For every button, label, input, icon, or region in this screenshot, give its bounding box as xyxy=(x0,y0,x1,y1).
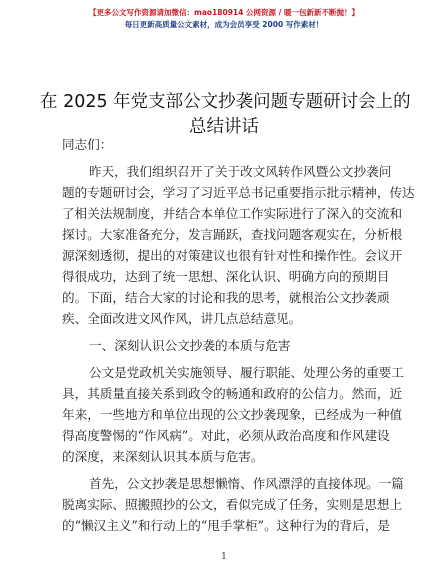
paragraph-line: 首先，公文抄袭是思想懒惰、作风漂浮的直接体现。一篇 xyxy=(89,476,404,491)
paragraph-line: 的。下面，结合大家的讨论和我的思考，就根治公文抄袭顽 xyxy=(62,290,390,305)
paragraph-line: 疾、全面改进文风作风，讲几点总结意见。 xyxy=(62,311,302,326)
paragraph-line: 了相关法规制度，并结合本单位工作实际进行了深入的交流和 xyxy=(62,206,403,221)
paragraph-line: 的“懒汉主义”和行动上的“甩手掌柜”。这种行为的背后，是 xyxy=(62,518,391,533)
title-line-2: 总结讲话 xyxy=(189,117,259,137)
section-heading-text: 一、深刻认识公文抄袭的本质与危害 xyxy=(89,338,291,353)
paragraph-intro xyxy=(62,161,415,329)
paragraph-line: 源深刻透彻，提出的对策建议也很有针对性和操作性。会议开 xyxy=(62,248,403,263)
paragraph-line: 脱离实际、照搬照抄的公文，看似完成了任务，实则是思想上 xyxy=(62,497,403,512)
paragraph-line: 的深度，来深刻认识其本质与危害。 xyxy=(62,449,264,464)
salutation xyxy=(62,134,390,155)
paragraph-line: 得高度警惕的“作风病”。对此，必须从政治高度和作风建设 xyxy=(62,428,390,443)
promo-banner-line-1: 【更多公文写作资源请加微信：mao180914 公网资源 / 暖一包新新不断抛！】 xyxy=(89,8,359,17)
document-title xyxy=(40,90,411,140)
document-body xyxy=(62,134,415,542)
paragraph-line: 得很成功，达到了统一思想、深化认识、明确方向的预期目 xyxy=(62,269,390,284)
paragraph-line: 公文是党政机关实施领导、履行职能、处理公务的重要工 xyxy=(89,365,404,380)
paragraph-line: 题的专题研讨会，学习了习近平总书记重要指示批示精神，传达 xyxy=(62,185,415,200)
paragraph-line: 年来，一些地方和单位出现的公文抄袭现象，已经成为一种值 xyxy=(62,407,403,422)
paragraph-section-1 xyxy=(62,362,404,467)
promo-banner-line-2: 每日更新高质量公文素材，成为会员享受 2000 写作素材！ xyxy=(124,20,324,29)
title-line-1: 在 2025 年党支部公文抄袭问题专题研讨会上的 xyxy=(40,92,411,112)
paragraph-line: 昨天，我们组织召开了关于改文风转作风暨公文抄袭问 xyxy=(89,164,392,179)
salutation-text: 同志们： xyxy=(62,137,113,152)
paragraph-line: 探讨。大家准备充分，发言踊跃，查找问题客观实在，分析根 xyxy=(62,227,403,242)
paragraph-line: 具，其质量直接关系到政令的畅通和政府的公信力。然而，近 xyxy=(62,386,403,401)
paragraph-first-point xyxy=(62,473,404,536)
page-number: 1 xyxy=(221,552,227,562)
section-heading xyxy=(62,335,390,356)
